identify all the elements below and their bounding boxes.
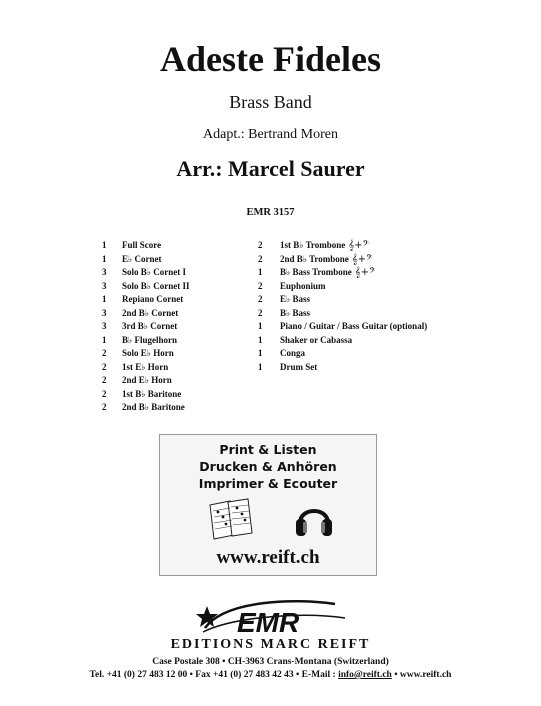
contact-phone-fax: Tel. +41 (0) 27 483 12 00 • Fax +41 (0) 27 483 42 43 • E-Mail : <box>89 670 339 680</box>
part-row <box>258 334 448 348</box>
part-row <box>102 266 252 280</box>
part-name: 2nd B♭ Trombone <box>280 253 349 264</box>
part-row <box>258 361 448 375</box>
part-qty: 1 <box>102 294 107 304</box>
headphones-icon <box>294 497 334 539</box>
part-name: E♭ Cornet <box>122 253 162 264</box>
part-row <box>102 334 252 348</box>
part-name: B♭ Flugelhorn <box>122 334 178 345</box>
parts-list-left <box>102 239 252 415</box>
part-qty: 1 <box>102 253 107 264</box>
contact-website[interactable]: • www.reift.ch <box>391 670 452 680</box>
email-link[interactable]: info@reift.ch <box>338 670 392 680</box>
part-row <box>258 320 448 334</box>
part-name: E♭ Bass <box>280 294 311 304</box>
part-name: Full Score <box>122 240 162 250</box>
part-row <box>258 293 448 307</box>
part-name-with-clef <box>280 266 376 280</box>
part-name: Solo E♭ Horn <box>122 348 174 358</box>
publisher-name: EDITIONS MARC REIFT <box>170 637 371 652</box>
part-qty: 3 <box>102 307 107 318</box>
part-name: Drum Set <box>280 361 318 372</box>
part-qty: 1 <box>102 240 107 250</box>
sheet-music-icon <box>208 497 256 541</box>
part-qty: 2 <box>102 348 107 358</box>
part-qty: 1 <box>258 334 263 345</box>
part-row <box>102 388 252 402</box>
part-name: 1st B♭ Baritone <box>122 388 182 399</box>
emr-logo-icon <box>185 598 355 638</box>
clef-icon: 𝄞+𝄢 <box>351 253 373 265</box>
part-row <box>102 307 252 321</box>
part-name: 1st E♭ Horn <box>122 361 169 372</box>
part-row <box>102 293 252 307</box>
part-qty: 3 <box>102 267 107 277</box>
part-name: 1st B♭ Trombone <box>280 240 346 250</box>
score-title: Adeste Fideles <box>160 39 381 79</box>
part-qty: 1 <box>258 348 263 358</box>
part-name-with-clef <box>280 239 369 253</box>
adaptation-credit: Adapt.: Bertrand Moren <box>203 127 338 142</box>
part-name: Repiano Cornet <box>122 294 184 304</box>
clef-icon: 𝄞+𝄢 <box>354 267 376 278</box>
part-qty: 2 <box>102 375 107 385</box>
part-name: Piano / Guitar / Bass Guitar (optional) <box>280 321 428 331</box>
part-name: Conga <box>280 348 306 358</box>
part-row <box>258 307 448 321</box>
part-qty: 3 <box>102 280 107 291</box>
logo-text: EMR <box>237 607 300 638</box>
part-row <box>102 280 252 294</box>
part-qty: 2 <box>258 307 263 318</box>
part-name: B♭ Bass <box>280 307 311 318</box>
publisher-contact <box>0 670 541 680</box>
part-row <box>102 374 252 388</box>
part-row <box>102 239 252 253</box>
promo-line-french: Imprimer & Ecouter <box>198 476 338 491</box>
part-name: 2nd B♭ Cornet <box>122 307 179 318</box>
promo-line-german: Drucken & Anhören <box>199 459 337 474</box>
part-qty: 2 <box>258 253 263 264</box>
part-qty: 1 <box>258 361 263 372</box>
arranger-credit: Arr.: Marcel Saurer <box>176 156 365 181</box>
publisher-address: Case Postale 308 • CH-3963 Crans-Montana (Switzerland) <box>152 657 389 667</box>
part-row <box>102 253 252 267</box>
part-qty: 1 <box>258 267 263 277</box>
part-row <box>258 266 448 280</box>
part-qty: 1 <box>258 321 263 331</box>
part-row <box>102 320 252 334</box>
parts-list-right <box>258 239 448 374</box>
part-row <box>258 280 448 294</box>
ensemble-subtitle: Brass Band <box>229 92 312 112</box>
part-name: Solo B♭ Cornet II <box>122 280 190 291</box>
part-row <box>258 239 448 253</box>
clef-icon: 𝄞+𝄢 <box>348 240 369 251</box>
promo-line-english: Print & Listen <box>219 442 317 457</box>
part-name: B♭ Bass Trombone <box>280 267 352 277</box>
part-row <box>258 253 448 267</box>
print-listen-promo-box <box>159 434 377 576</box>
part-qty: 2 <box>258 280 263 291</box>
part-name: 2nd E♭ Horn <box>122 375 172 385</box>
promo-website-link[interactable]: www.reift.ch <box>216 547 320 568</box>
part-qty: 2 <box>258 294 263 304</box>
part-qty: 2 <box>102 361 107 372</box>
part-row <box>102 361 252 375</box>
part-qty: 3 <box>102 321 107 331</box>
part-qty: 1 <box>102 334 107 345</box>
part-qty: 2 <box>258 240 263 250</box>
part-name: Euphonium <box>280 280 326 291</box>
part-name-with-clef <box>280 253 373 267</box>
part-name: 2nd B♭ Baritone <box>122 402 185 412</box>
part-row <box>102 347 252 361</box>
part-qty: 2 <box>102 402 107 412</box>
part-row <box>102 401 252 415</box>
catalog-number: EMR 3157 <box>246 207 295 218</box>
part-name: Shaker or Cabassa <box>280 334 353 345</box>
part-row <box>258 347 448 361</box>
part-name: 3rd B♭ Cornet <box>122 321 178 331</box>
part-name: Solo B♭ Cornet I <box>122 267 186 277</box>
part-qty: 2 <box>102 388 107 399</box>
